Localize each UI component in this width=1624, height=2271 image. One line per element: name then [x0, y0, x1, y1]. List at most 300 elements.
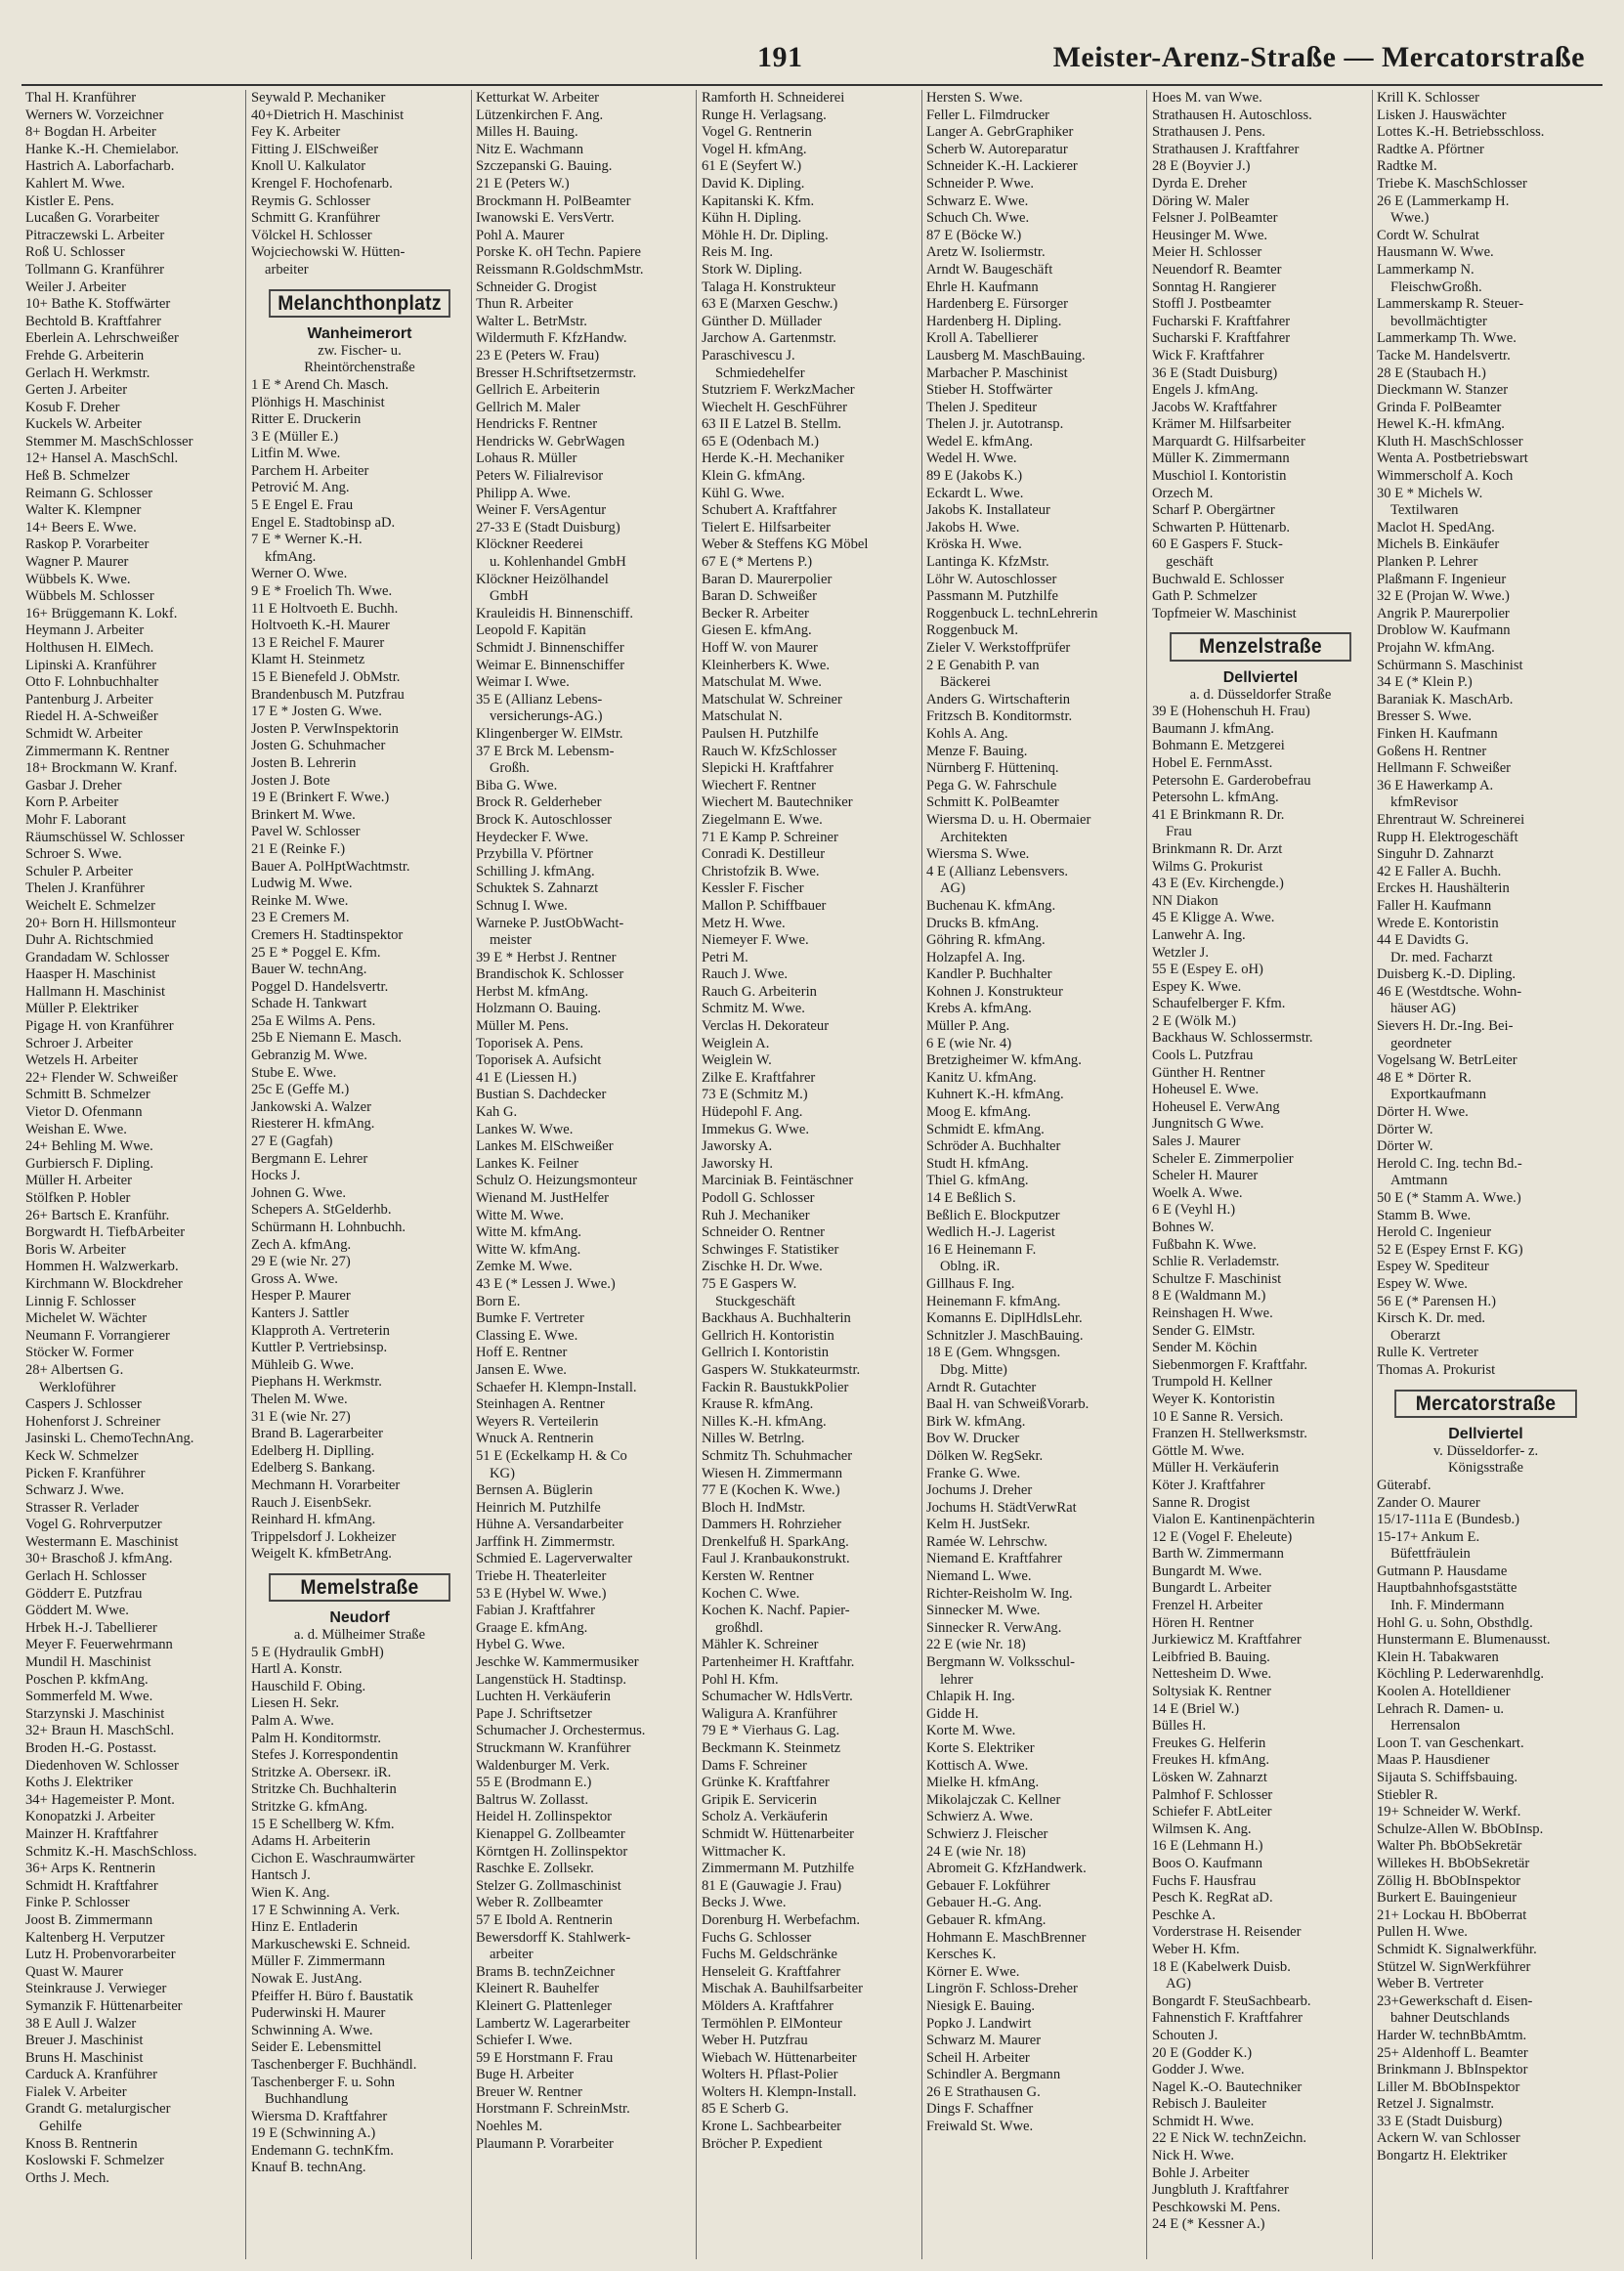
directory-entry: 14+ Beers E. Wwe. [25, 519, 137, 536]
directory-entry: Bauer W. technAng. [251, 962, 367, 978]
directory-entry: 41 E (Liessen H.) [476, 1069, 577, 1086]
directory-entry: Sucharski F. Kraftfahrer [1152, 330, 1291, 347]
directory-entry: Müller M. Pens. [476, 1018, 569, 1035]
directory-entry: Stritzke A. Oberseкr. iR. [251, 1764, 392, 1780]
directory-entry: Thiel G. kfmAng. [926, 1173, 1029, 1189]
directory-entry: Bohnes W. [1152, 1220, 1215, 1235]
directory-entry: Ehrle H. Kaufmann [926, 279, 1039, 295]
directory-entry: Bohmann E. Metzgerei [1152, 738, 1285, 754]
directory-entry: Lingrön F. Schloss-Dreher [926, 1981, 1078, 1997]
directory-entry: Bohle J. Arbeiter [1152, 2164, 1250, 2181]
directory-entry: Günther D. Müllader [702, 313, 822, 329]
directory-entry: Vogel G. Rohrverputzer [25, 1517, 162, 1533]
directory-entry: Arndt R. Gutachter [926, 1379, 1037, 1395]
directory-entry: Walter L. BetrMstr. [476, 313, 587, 329]
directory-entry: Ruh J. Mechaniker [702, 1207, 810, 1223]
directory-entry: Hesper P. Maurer [251, 1288, 351, 1305]
directory-entry: Stork W. Dipling. [702, 261, 802, 278]
directory-entry: Lucaßen G. Vorarbeiter [25, 210, 159, 227]
directory-entry: Gellrich E. Arbeiterin [476, 382, 600, 399]
directory-entry: Krauleidis H. Binnenschiff. [476, 605, 634, 621]
directory-entry: Krause R. kfmAng. [702, 1396, 814, 1413]
directory-entry: Backhaus W. Schlossermstr. [1152, 1030, 1313, 1047]
directory-entry: 18 E (Gem. Whngsgen. [926, 1345, 1061, 1361]
directory-entry: Hommen H. Walzwerkarb. [25, 1259, 179, 1275]
directory-entry: Wimmerscholf A. Koch [1377, 468, 1514, 485]
directory-entry: Hüdepohl F. Ang. [702, 1104, 803, 1121]
directory-column-6 [1152, 90, 1373, 2259]
directory-entry: Zemke M. Wwe. [476, 1259, 573, 1275]
directory-entry: 23 E (Peters W. Frau) [476, 347, 600, 364]
directory-entry: geordneter [1390, 1035, 1452, 1051]
directory-entry: Reis M. Ing. [702, 244, 773, 261]
directory-entry: Wilms G. Prokurist [1152, 858, 1263, 875]
directory-entry: Holtvoeth K.-H. Maurer [251, 618, 390, 634]
directory-entry: Zech A. kfmAng. [251, 1236, 352, 1253]
directory-entry: Pullen H. Wwe. [1377, 1924, 1468, 1941]
directory-entry: Komanns E. DiplHdlsLehr. [926, 1310, 1083, 1327]
directory-entry: Stemmer M. MaschSchlosser [25, 433, 193, 450]
directory-entry: Langenstück H. Stadtinsp. [476, 1671, 627, 1688]
directory-entry: Fabian J. Kraftfahrer [476, 1603, 595, 1619]
directory-entry: Kluth H. MaschSchlosser [1377, 433, 1523, 450]
directory-entry: Herde K.-H. Mechaniker [702, 450, 844, 467]
directory-entry: Jaworsky A. [702, 1138, 773, 1155]
directory-entry: 34+ Hagemeister P. Mont. [25, 1791, 175, 1808]
directory-entry: Frenzel H. Arbeiter [1152, 1598, 1263, 1614]
directory-entry: Hoes M. van Wwe. [1152, 90, 1262, 106]
directory-columns [25, 90, 1601, 2259]
directory-entry: Schouten J. [1152, 2027, 1218, 2043]
directory-entry: Brinkmann J. BbInspektor [1377, 2062, 1528, 2078]
directory-entry: Wrede E. Kontoristin [1377, 915, 1499, 931]
directory-entry: Johnen G. Wwe. [251, 1184, 347, 1201]
directory-entry: 85 E Scherb G. [702, 2101, 790, 2118]
directory-entry: Grandt G. metalurgischer [25, 2101, 171, 2118]
directory-entry: Schmidt H. Kraftfahrer [25, 1877, 158, 1894]
directory-entry: Aretz W. Isoliermstr. [926, 244, 1046, 261]
directory-entry: 79 E * Vierhaus G. Lag. [702, 1723, 840, 1739]
directory-entry: Grünke K. Kraftfahrer [702, 1775, 830, 1791]
directory-entry: Weiler J. Arbeiter [25, 279, 126, 295]
directory-entry: Krebs A. kfmAng. [926, 1001, 1032, 1017]
street-location-note: zw. Fischer- u. [318, 342, 402, 359]
directory-entry: Buchwald E. Schlosser [1152, 571, 1284, 587]
directory-entry: Warneke P. JustObWacht- [476, 915, 624, 931]
directory-entry: Schindler A. Bergmann [926, 2067, 1061, 2083]
directory-entry: arbeiter [490, 1947, 534, 1963]
directory-entry: Kah G. [476, 1104, 518, 1121]
directory-entry: 19 E (Brinkert F. Wwe.) [251, 790, 390, 806]
directory-entry: Dörter W. [1377, 1138, 1433, 1155]
header-rule [21, 84, 1603, 86]
directory-entry: Schmidt J. Binnenschiffer [476, 640, 624, 656]
directory-entry: Schuch Ch. Wwe. [926, 210, 1030, 227]
directory-entry: bevollmächtigter [1390, 313, 1487, 329]
street-heading: Melanchthonplatz [269, 289, 450, 319]
directory-entry: Niemeyer F. Wwe. [702, 932, 809, 949]
directory-entry: Siebenmorgen F. Kraftfahr. [1152, 1356, 1308, 1373]
directory-entry: Chlapik H. Ing. [926, 1689, 1015, 1705]
directory-entry: Rupp H. Elektrogeschäft [1377, 829, 1518, 845]
directory-entry: Gerten J. Arbeiter [25, 382, 128, 399]
directory-entry: Schürmann H. Lohnbuchh. [251, 1220, 406, 1235]
directory-entry: Brinkmann R. Dr. Arzt [1152, 840, 1283, 857]
directory-entry: Goßens H. Rentner [1377, 743, 1487, 759]
directory-entry: Kleinert R. Bauhelfer [476, 1981, 600, 1997]
directory-entry: Vialon E. Kantinenpächterin [1152, 1512, 1315, 1528]
directory-entry: 73 E (Schmitz M.) [702, 1087, 808, 1103]
directory-entry: Konopatzki J. Arbeiter [25, 1809, 155, 1825]
directory-entry: Triebe H. Theaterleiter [476, 1568, 607, 1585]
directory-entry: Schumacher J. Orchestermus. [476, 1723, 646, 1739]
directory-entry: Mühleib G. Wwe. [251, 1356, 355, 1373]
directory-entry: Herold C. Ingenieur [1377, 1224, 1492, 1241]
directory-entry: Steinkrause J. Verwieger [25, 1981, 167, 1997]
directory-entry: Bauer A. PolHptWachtmstr. [251, 858, 410, 875]
directory-entry: Mischak A. Bauhilfsarbeiter [702, 1981, 863, 1997]
directory-entry: Mölders A. Kraftfahrer [702, 1997, 833, 2014]
directory-entry: Ludwig M. Wwe. [251, 876, 353, 892]
directory-entry: Schnitzler J. MaschBauing. [926, 1327, 1084, 1344]
directory-entry: Hohenforst J. Schreiner [25, 1413, 161, 1430]
directory-entry: Wiersma D. Kraftfahrer [251, 2108, 388, 2124]
directory-entry: 23 E Cremers M. [251, 910, 350, 926]
directory-entry: Architekten [940, 829, 1007, 845]
directory-entry: Meyer F. Feuerwehrmann [25, 1637, 173, 1653]
directory-entry: Bresser H.Schriftsetzermstr. [476, 364, 637, 381]
directory-entry: Bov W. Drucker [926, 1431, 1020, 1447]
directory-entry: 6 E (Veyhl H.) [1152, 1202, 1236, 1219]
directory-entry: Brand B. Lagerarbeiter [251, 1426, 383, 1442]
directory-entry: Freukes H. kfmAng. [1152, 1752, 1269, 1769]
directory-entry: Gebranzig M. Wwe. [251, 1048, 367, 1064]
directory-entry: Roggenbuck M. [926, 622, 1019, 639]
directory-entry: Schmitz Th. Schuhmacher [702, 1447, 853, 1464]
directory-entry: Backhaus A. Buchhalterin [702, 1310, 851, 1327]
directory-entry: 21+ Lockau H. BbOberrat [1377, 1907, 1527, 1923]
directory-entry: Jankowski A. Walzer [251, 1098, 371, 1115]
directory-entry: Vorderstrase H. Reisender [1152, 1924, 1302, 1941]
directory-entry: Hauptbahnhofsgaststätte [1377, 1580, 1517, 1597]
directory-entry: 44 E Davidts G. [1377, 932, 1470, 949]
directory-entry: 17 E * Josten G. Wwe. [251, 704, 382, 720]
directory-entry: Mähler K. Schreiner [702, 1637, 819, 1653]
directory-entry: Müller P. Elektriker [25, 1001, 139, 1017]
directory-entry: 39 E (Hohenschuh H. Frau) [1152, 704, 1310, 720]
directory-entry: Koolen A. Hotelldiener [1377, 1684, 1511, 1700]
directory-entry: Hören H. Rentner [1152, 1614, 1255, 1631]
directory-entry: Peters W. Filialrevisor [476, 468, 604, 485]
directory-entry: Fitting J. ElSchweißer [251, 141, 379, 157]
directory-entry: 2 E (Wölk M.) [1152, 1012, 1236, 1029]
directory-entry: 19+ Schneider W. Werkf. [1377, 1804, 1521, 1821]
directory-entry: Fialek V. Arbeiter [25, 2083, 127, 2100]
directory-entry: Schwierz A. Wwe. [926, 1809, 1034, 1825]
directory-entry: Taschenberger F. Buchhändl. [251, 2056, 417, 2073]
directory-entry: KG) [490, 1465, 515, 1481]
directory-entry: Heydecker F. Wwe. [476, 829, 589, 845]
directory-entry: Jochums J. Dreher [926, 1482, 1033, 1499]
directory-entry: Zischke H. Dr. Wwe. [702, 1259, 823, 1275]
directory-entry: Erckes H. Haushälterin [1377, 880, 1510, 897]
directory-entry: 45 E Kligge A. Wwe. [1152, 910, 1275, 926]
directory-entry: Klöckner Heizölhandel [476, 571, 609, 587]
directory-entry: Markuschewski E. Schneid. [251, 1936, 410, 1952]
directory-entry: Göhring R. kfmAng. [926, 932, 1046, 949]
directory-entry: Löhr W. Autoschlosser [926, 571, 1057, 587]
directory-entry: Pesch K. RegRat aD. [1152, 1890, 1273, 1907]
directory-entry: Josten B. Lehrerin [251, 754, 357, 771]
directory-entry: großhdl. [715, 1619, 764, 1636]
directory-entry: Bergmann W. Volksschul- [926, 1654, 1076, 1671]
directory-entry: Kröska H. Wwe. [926, 536, 1022, 553]
directory-entry: Klein G. kfmAng. [702, 468, 806, 485]
directory-entry: Vogel G. Rentnerin [702, 124, 812, 141]
directory-entry: Mielke H. kfmAng. [926, 1775, 1040, 1791]
directory-entry: 56 E (* Parensen H.) [1377, 1293, 1496, 1309]
directory-entry: Stöcker W. Former [25, 1345, 134, 1361]
directory-entry: 34 E (* Klein P.) [1377, 674, 1473, 691]
directory-entry: Duhr A. Richtschmied [25, 932, 153, 949]
directory-entry: Wetzler J. [1152, 944, 1209, 961]
street-location-note: a. d. Düsseldorfer Straße [1189, 686, 1332, 703]
directory-entry: Dyrda E. Dreher [1152, 175, 1247, 192]
directory-entry: Kirchmann W. Blockdreher [25, 1275, 183, 1292]
directory-entry: Fucharski F. Kraftfahrer [1152, 313, 1291, 329]
directory-entry: Schroer J. Arbeiter [25, 1035, 133, 1051]
directory-entry: Ehrentraut W. Schreinerei [1377, 811, 1525, 828]
directory-entry: 25b E Niemann E. Masch. [251, 1030, 403, 1047]
directory-entry: Niesigk E. Bauing. [926, 1997, 1036, 2014]
directory-entry: Soltysiak K. Rentner [1152, 1684, 1272, 1700]
directory-entry: 23+Gewerkschaft d. Eisen- [1377, 1992, 1533, 2009]
directory-entry: 30+ Braschoß J. kfmAng. [25, 1551, 173, 1567]
directory-entry: Witte M. Wwe. [476, 1207, 564, 1223]
directory-entry: Müller H. Verkäuferin [1152, 1460, 1279, 1477]
directory-entry: Scheil H. Arbeiter [926, 2049, 1030, 2066]
directory-entry: Brockmann H. PolBeamter [476, 193, 631, 209]
directory-entry: Schumacher W. HdlsVertr. [702, 1689, 853, 1705]
directory-entry: Brock K. Autoschlosser [476, 811, 613, 828]
directory-entry: Weiglein W. [702, 1052, 772, 1069]
directory-entry: Classing E. Wwe. [476, 1327, 578, 1344]
directory-entry: 24 E (* Kessner A.) [1152, 2216, 1265, 2233]
directory-entry: NN Diakon [1152, 892, 1218, 909]
street-heading: Memelstraße [269, 1573, 450, 1603]
directory-entry: Kelm H. JustSekr. [926, 1517, 1031, 1533]
directory-entry: Fuchs G. Schlosser [702, 1929, 812, 1946]
directory-entry: Hausmann W. Wwe. [1377, 244, 1494, 261]
directory-entry: Espey K. Wwe. [1152, 978, 1242, 995]
directory-entry: Lipinski A. Kranführer [25, 657, 157, 673]
directory-entry: 8 E (Waldmann M.) [1152, 1288, 1266, 1305]
directory-entry: Möhle H. Dr. Dipling. [702, 227, 829, 243]
directory-entry: Arndt W. Baugeschäft [926, 261, 1053, 278]
directory-entry: Topfmeier W. Maschinist [1152, 605, 1297, 621]
directory-entry: Brams B. technZeichner [476, 1963, 616, 1980]
directory-entry: Lohaus R. Müller [476, 450, 577, 467]
directory-entry: 30 E * Michels W. [1377, 485, 1483, 501]
directory-entry: Müller K. Zimmermann [1152, 450, 1290, 467]
directory-entry: Niemand L. Wwe. [926, 1568, 1032, 1585]
directory-entry: Brandenbusch M. Putzfrau [251, 686, 405, 703]
directory-entry: Dörter W. [1377, 1121, 1433, 1137]
directory-entry: Dölken W. RegSekr. [926, 1447, 1044, 1464]
directory-entry: Boris W. Arbeiter [25, 1241, 126, 1258]
directory-entry: Kuhnert K.-H. kfmAng. [926, 1087, 1064, 1103]
directory-entry: 18+ Brockmann W. Kranf. [25, 760, 178, 777]
directory-entry: Günther H. Rentner [1152, 1064, 1265, 1081]
directory-entry: Kirsch K. Dr. med. [1377, 1310, 1486, 1327]
directory-entry: 1 E * Arend Ch. Masch. [251, 376, 389, 393]
directory-column-3 [476, 90, 697, 2259]
directory-entry: Reinhard H. kfmAng. [251, 1512, 376, 1528]
directory-entry: Tacke M. Handelsvertr. [1377, 347, 1511, 364]
directory-entry: Hellmann F. Schweißer [1377, 760, 1512, 777]
directory-entry: 52 E (Espey Ernst F. KG) [1377, 1241, 1523, 1258]
directory-entry: Kleinert G. Plattenleger [476, 1997, 612, 2014]
directory-entry: 15 E Schellberg W. Kfm. [251, 1816, 395, 1832]
directory-entry: Engel E. Stadtobinsp aD. [251, 514, 396, 531]
directory-entry: Wiesen H. Zimmermann [702, 1465, 843, 1481]
street-heading: Mercatorstraße [1394, 1390, 1577, 1419]
directory-entry: Hantsch J. [251, 1867, 311, 1884]
directory-entry: Maclot H. SpedAng. [1377, 519, 1495, 536]
directory-entry: Plaßmann F. Ingenieur [1377, 571, 1507, 587]
directory-entry: Willekes H. BbObSekretär [1377, 1855, 1530, 1871]
directory-entry: FleischwGroßh. [1390, 279, 1482, 295]
directory-entry: Orths J. Mech. [25, 2169, 109, 2186]
directory-entry: Roß U. Schlosser [25, 244, 125, 261]
street-heading: Menzelstraße [1170, 632, 1351, 662]
directory-entry: Baran D. Schweißer [702, 588, 817, 605]
directory-entry: Schmidt H. Wwe. [1152, 2113, 1255, 2129]
directory-entry: 36+ Arps K. Rentnerin [25, 1861, 156, 1877]
directory-entry: Picken F. Kranführer [25, 1465, 146, 1481]
directory-entry: Fuchs F. Hausfrau [1152, 1872, 1257, 1889]
directory-entry: Hewel K.-H. kfmAng. [1377, 416, 1505, 433]
directory-entry: Wiechert F. Rentner [702, 777, 816, 793]
directory-entry: Stützel W. SignWerkführer [1377, 1958, 1531, 1975]
directory-entry: Kühl G. Wwe. [702, 485, 785, 501]
directory-entry: Schulze-Allen W. BbObInsp. [1377, 1821, 1544, 1837]
directory-entry: Dörter H. Wwe. [1377, 1104, 1469, 1121]
directory-entry: Schwinning A. Wwe. [251, 2022, 373, 2038]
directory-entry: Hocks J. [251, 1168, 301, 1184]
directory-entry: Kersten W. Rentner [702, 1568, 814, 1585]
directory-entry: Lambertz W. Lagerarbeiter [476, 2015, 630, 2032]
directory-entry: Lausberg M. MaschBauing. [926, 347, 1086, 364]
directory-entry: Petri M. [702, 949, 748, 965]
directory-entry: Mechmann H. Vorarbeiter [251, 1477, 401, 1493]
directory-entry: 4 E (Allianz Lebensvers. [926, 863, 1069, 879]
directory-entry: Lantinga K. KfzMstr. [926, 554, 1049, 571]
directory-entry: Cremers H. Stadtinspektor [251, 926, 404, 943]
directory-entry: Schwierz J. Fleischer [926, 1825, 1048, 1842]
directory-entry: Nilles K.-H. kfmAng. [702, 1413, 827, 1430]
running-title: Meister-Arenz-Straße — Mercatorstraße [1052, 41, 1585, 73]
directory-entry: Kienappel G. Zollbeamter [476, 1825, 625, 1842]
directory-entry: Hoff E. Rentner [476, 1345, 568, 1361]
directory-entry: 9 E * Froelich Th. Wwe. [251, 583, 393, 600]
directory-entry: Beßlich E. Blockputzer [926, 1207, 1060, 1223]
directory-entry: 26 E (Lammerkamp H. [1377, 193, 1510, 209]
directory-entry: Sievers H. Dr.-Ing. Bei- [1377, 1018, 1514, 1035]
directory-entry: Jacobs W. Kraftfahrer [1152, 399, 1277, 415]
directory-entry: Sommerfeld M. Wwe. [25, 1689, 153, 1705]
directory-entry: Korn P. Arbeiter [25, 794, 119, 811]
directory-entry: Werner O. Wwe. [251, 566, 348, 582]
directory-entry: Langer A. GebrGraphiker [926, 124, 1074, 141]
directory-entry: Zöllig H. BbObInspektor [1377, 1872, 1521, 1889]
directory-entry: 25c E (Geffe M.) [251, 1082, 350, 1098]
directory-entry: Weichelt E. Schmelzer [25, 897, 155, 914]
directory-entry: Kleinherbers K. Wwe. [702, 657, 831, 673]
directory-entry: Schneider G. Drogist [476, 279, 597, 295]
directory-entry: Talaga H. Konstrukteur [702, 279, 836, 295]
directory-entry: häuser AG) [1390, 1001, 1456, 1017]
directory-entry: Bloch H. IndMstr. [702, 1499, 806, 1516]
directory-entry: Döring W. Maler [1152, 193, 1250, 209]
directory-entry: Haasper H. Maschinist [25, 966, 156, 983]
directory-entry: arbeiter [265, 261, 309, 278]
directory-entry: Struckmann W. Kranführer [476, 1740, 631, 1756]
directory-entry: Wetzels H. Arbeiter [25, 1052, 139, 1069]
directory-entry: 55 E (Brodmann E.) [476, 1775, 592, 1791]
directory-entry: Hanke K.-H. Chemielabor. [25, 141, 179, 157]
directory-entry: Thal H. Kranführer [25, 90, 137, 106]
directory-entry: Stieber H. Stoffwärter [926, 382, 1053, 399]
directory-entry: Walter K. Klempner [25, 502, 142, 519]
directory-entry: Schmied E. Lagerverwalter [476, 1551, 633, 1567]
directory-entry: bahner Deutschlands [1390, 2010, 1510, 2027]
directory-entry: Hendricks W. GebrWagen [476, 433, 625, 450]
directory-entry: Vogelsang W. BetrLeiter [1377, 1052, 1517, 1069]
directory-entry: Espey W. Wwe. [1377, 1275, 1468, 1292]
directory-entry: Göttle M. Wwe. [1152, 1442, 1245, 1459]
directory-entry: Wedlich H.-J. Lagerist [926, 1224, 1055, 1241]
directory-entry: Wildermuth F. KfzHandw. [476, 330, 627, 347]
street-location-note: a. d. Mülheimer Straße [293, 1627, 426, 1644]
directory-entry: Passmann M. Putzhilfe [926, 588, 1058, 605]
directory-entry: Reymis G. Schlosser [251, 193, 371, 209]
directory-entry: 36 E Hawerkamp A. [1377, 777, 1494, 793]
directory-entry: Schaufelberger F. Kfm. [1152, 996, 1286, 1012]
directory-entry: Rauch G. Arbeiterin [702, 983, 817, 1000]
directory-entry: Lammerkamp Th. Wwe. [1377, 330, 1517, 347]
directory-entry: Planken P. Lehrer [1377, 554, 1478, 571]
directory-entry: Klingenberger W. ElMstr. [476, 725, 623, 742]
directory-entry: 2 E Genabith P. van [926, 657, 1040, 673]
directory-entry: Kochen C. Wwe. [702, 1585, 800, 1602]
directory-entry: Heinrich M. Putzhilfe [476, 1499, 601, 1516]
directory-entry: kfmRevisor [1390, 794, 1458, 811]
directory-entry: Wolters H. Klempn-Install. [702, 2083, 857, 2100]
directory-entry: Gross A. Wwe. [251, 1270, 338, 1287]
directory-entry: Marquardt G. Hilfsarbeiter [1152, 433, 1305, 450]
directory-entry: Weimar E. Binnenschiffer [476, 657, 625, 673]
directory-entry: Nettesheim D. Wwe. [1152, 1666, 1272, 1683]
directory-entry: Kohls A. Ang. [926, 725, 1008, 742]
directory-entry: 15 E Bienefeld J. ObMstr. [251, 669, 401, 685]
directory-entry: 67 E (* Mertens P.) [702, 554, 813, 571]
directory-entry: Poschen P. kkfmAng. [25, 1671, 149, 1688]
directory-entry: Kuckels W. Arbeiter [25, 416, 142, 433]
directory-entry: Roggenbuck L. technLehrerin [926, 605, 1098, 621]
directory-entry: Räumschüssel W. Schlosser [25, 829, 185, 845]
directory-entry: Espey W. Spediteur [1377, 1259, 1489, 1275]
